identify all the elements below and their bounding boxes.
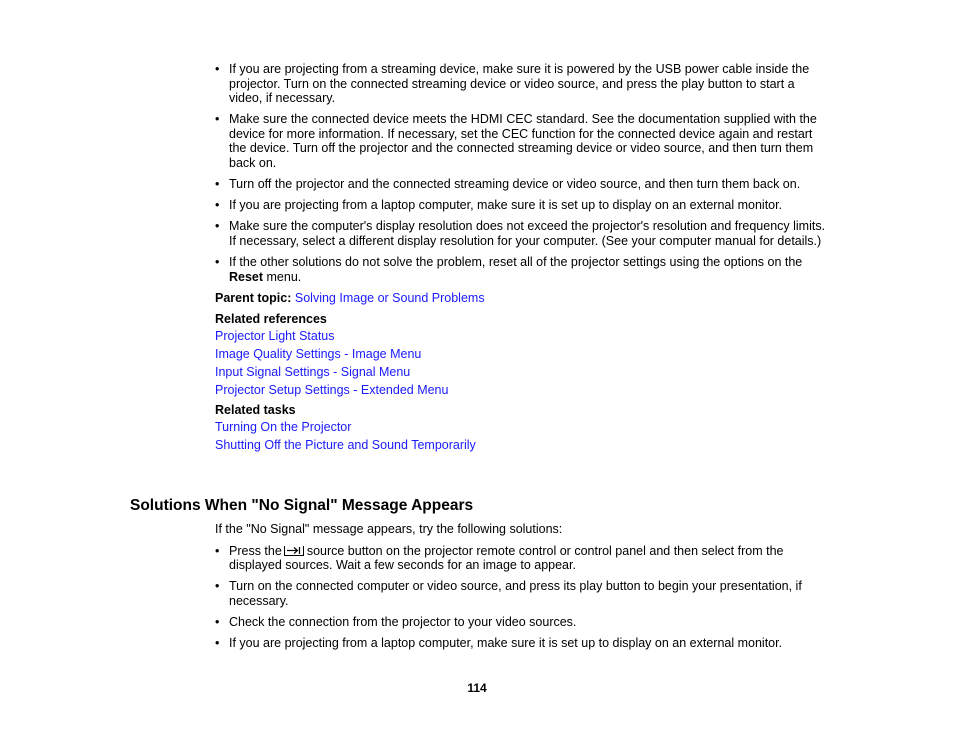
link-projector-light-status[interactable]: Projector Light Status xyxy=(215,328,335,343)
related-references xyxy=(215,312,827,397)
link-turning-on-projector[interactable]: Turning On the Projector xyxy=(215,420,352,435)
source-button-icon xyxy=(284,545,304,556)
troubleshooting-content xyxy=(215,62,827,456)
bullet-item-source xyxy=(215,544,827,573)
bullet-item: • If you are projecting from a laptop computer, make sure it is set up to display on an external monitor. xyxy=(215,198,827,213)
no-signal-bullet-list xyxy=(215,544,827,651)
related-tasks-heading: Related tasks xyxy=(215,403,296,418)
bullet-item: • Check the connection from the projector to your video sources. xyxy=(215,615,827,630)
source-text-after: source button on the projector remote control or control panel and then select from the displayed sources. Wait a few seconds for an image to appear. xyxy=(229,543,784,573)
parent-topic xyxy=(215,291,827,306)
page-number: 114 xyxy=(467,681,487,695)
related-tasks xyxy=(215,403,827,452)
related-references-heading: Related references xyxy=(215,312,327,327)
bullet-item: • If you are projecting from a laptop computer, make sure it is set up to display on an external monitor. xyxy=(215,636,827,651)
bullet-item: • If you are projecting from a streaming device, make sure it is powered by the USB power cable inside the projector. Turn on the connected streaming device or video source, and press the play button to start a video, if necessary. xyxy=(215,62,827,106)
section-intro: If the "No Signal" message appears, try the following solutions: xyxy=(215,522,563,536)
source-text-before: Press the xyxy=(229,543,282,558)
bullet-item: • Make sure the computer's display resolution does not exceed the projector's resolution and frequency limits. If necessary, select a different display resolution for your computer. (See your computer manual for details.) xyxy=(215,219,827,248)
top-bullet-list xyxy=(215,62,827,284)
section-heading: Solutions When "No Signal" Message Appears xyxy=(130,497,474,514)
bullet-item: • Turn on the connected computer or video source, and press its play button to begin your presentation, if necessary. xyxy=(215,579,827,608)
no-signal-content xyxy=(215,522,827,657)
bullet-item: • Turn off the projector and the connected streaming device or video source, and then turn them back on. xyxy=(215,177,827,192)
link-projector-setup-settings[interactable]: Projector Setup Settings - Extended Menu xyxy=(215,382,449,397)
reset-text-before: If the other solutions do not solve the problem, reset all of the projector settings using the options on the xyxy=(229,255,803,270)
reset-menu-name: Reset xyxy=(229,269,264,284)
link-image-quality-settings[interactable]: Image Quality Settings - Image Menu xyxy=(215,346,422,361)
reset-text-after: menu. xyxy=(263,269,302,284)
parent-topic-link[interactable]: Solving Image or Sound Problems xyxy=(294,290,485,305)
link-shutting-off-picture[interactable]: Shutting Off the Picture and Sound Temporarily xyxy=(215,438,476,453)
link-input-signal-settings[interactable]: Input Signal Settings - Signal Menu xyxy=(215,364,411,379)
parent-topic-label: Parent topic: xyxy=(215,290,292,305)
bullet-item-reset xyxy=(215,255,827,284)
bullet-item: • Make sure the connected device meets the HDMI CEC standard. See the documentation supplied with the device for more information. If necessary, set the CEC function for the connected device again and restart the device. Turn off the projector and the connected streaming device or video source, and then turn them back on. xyxy=(215,112,827,170)
